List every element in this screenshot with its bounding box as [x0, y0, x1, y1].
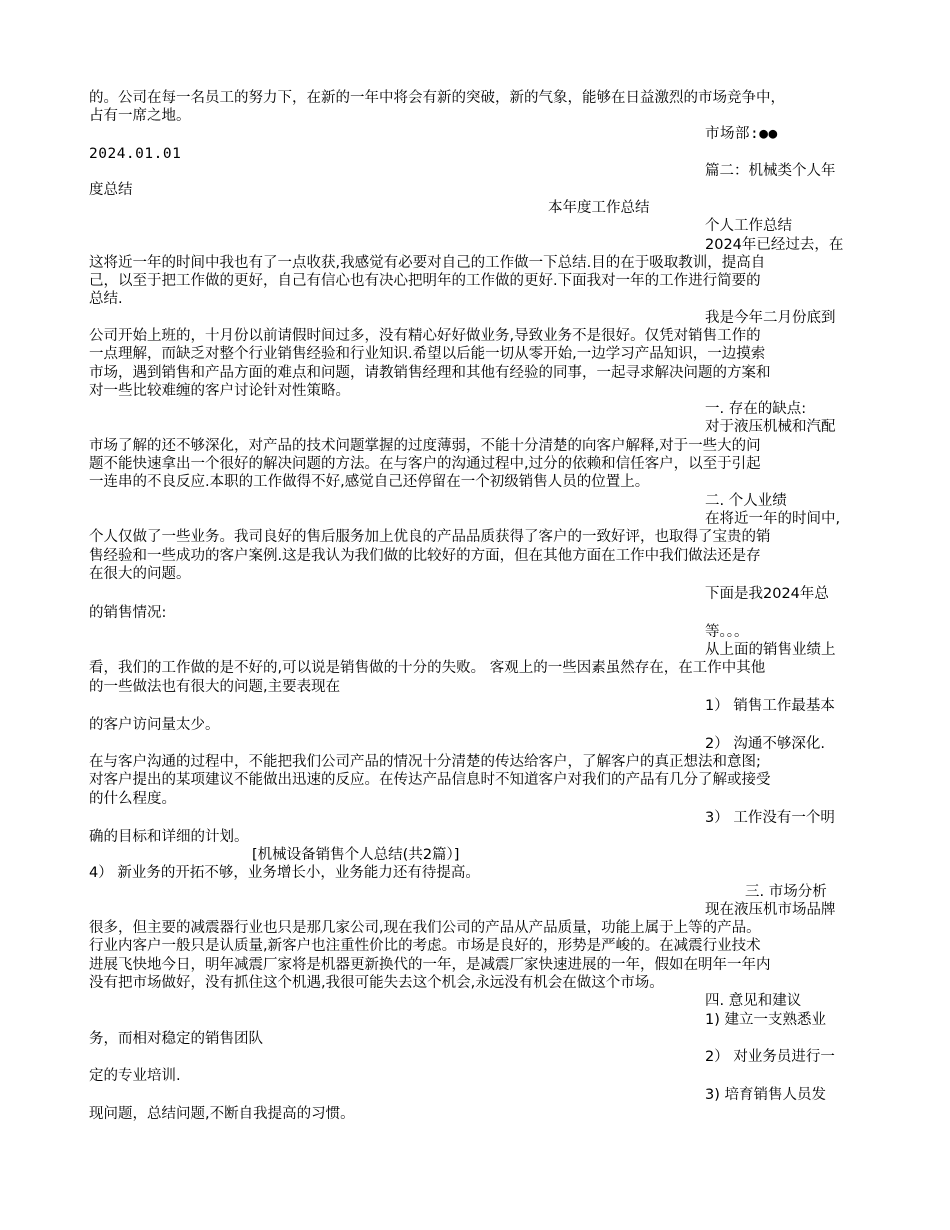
body-text-line: 对一些比较难缠的客户讨论针对性策略。 [89, 383, 350, 399]
body-text-line: 在与客户沟通的过程中，不能把我们公司产品的情况十分清楚的传达给客户，了解客户的真正想法和意图; [89, 754, 761, 770]
list-item: 1) 建立一支熟悉业 [705, 1012, 826, 1028]
body-text-line: 对客户提出的某项建议不能做出迅速的反应。在传达产品信息时不知道客户对我们的产品有几分了解或接受 [89, 772, 771, 788]
body-text-line: 对于液压机械和汽配 [705, 419, 836, 435]
body-text-line: 现问题，总结问题,不断自我提高的习惯。 [89, 1106, 355, 1122]
document-heading: 本年度工作总结 [548, 200, 650, 216]
body-text-line: 行业内客户一般只是认质量,新客户也注重性价比的考虑。市场是良好的，形势是严峻的。在减震行业技术 [89, 938, 761, 954]
list-item: 2） 对业务员进行一 [705, 1049, 835, 1065]
section-title: 度总结 [89, 182, 133, 198]
body-text-line: 一点理解，而缺乏对整个行业销售经验和行业知识.希望以后能一切从零开始,一边学习产品知识，一边摸索 [89, 346, 766, 362]
body-text-line: 题不能快速拿出一个很好的解决问题的方法。在与客户的沟通过程中,过分的依赖和信任客户，以至于引起 [89, 456, 761, 472]
body-text-line: 的一些做法也有很大的问题,主要表现在 [89, 679, 341, 695]
department-signature: 市场部:●● [705, 126, 778, 142]
body-text-line: 等。。。 [705, 624, 749, 640]
section-heading: 一. 存在的缺点: [705, 401, 807, 417]
list-item: 1） 销售工作最基本 [705, 698, 835, 714]
list-item: 4） 新业务的开拓不够，业务增长小，业务能力还有待提高。 [89, 865, 480, 881]
body-text-line: 占有一席之地。 [89, 108, 191, 124]
body-text-line: 我是今年二月份底到 [705, 310, 836, 326]
body-text-line: 市场了解的还不够深化，对产品的技术问题掌握的过度薄弱，不能十分清楚的向客户解释,对于一些大的问 [89, 438, 761, 454]
section-heading: 二. 个人业绩 [705, 493, 787, 509]
body-text-line: 在很大的问题。 [89, 566, 191, 582]
body-text-line: 现在液压机市场品牌 [705, 902, 836, 918]
body-text-line: 市场，遇到销售和产品方面的难点和问题，请教销售经理和其他有经验的同事，一起寻求解决问题的方案和 [89, 365, 771, 381]
body-text-line: 下面是我2024年总 [705, 586, 829, 602]
body-text-line: 的销售情况: [89, 605, 167, 621]
body-text-line: 一连串的不良反应.本职的工作做得不好,感觉自己还停留在一个初级销售人员的位置上。 [89, 474, 650, 490]
body-text-line: 确的目标和详细的计划。 [89, 829, 249, 845]
body-text-line: 在将近一年的时间中, [705, 511, 841, 527]
body-text-line: 己，以至于把工作做的更好，自己有信心也有决心把明年的工作做的更好.下面我对一年的工作进行简要的 [89, 273, 761, 289]
section-title: 篇二：机械类个人年 [705, 163, 836, 179]
body-text-line: 没有把市场做好，没有抓住这个机遇,我很可能失去这个机会,永远没有机会在做这个市场。 [89, 975, 664, 991]
body-text-line: 的什么程度。 [89, 791, 176, 807]
body-text-line: 定的专业培训. [89, 1068, 181, 1084]
document-subheading: 个人工作总结 [705, 218, 792, 234]
body-text-line: 进展飞快地今日，明年减震厂家将是机器更新换代的一年，是减震厂家快速进展的一年，假如在明年一年内 [89, 957, 771, 973]
body-text-line: 很多，但主要的减震器行业也只是那几家公司,现在我们公司的产品从产品质量，功能上属于上等的产品。 [89, 920, 761, 936]
body-text-line: 从上面的销售业绩上 [705, 642, 836, 658]
body-text-line: 个人仅做了一些业务。我司良好的售后服务加上优良的产品品质获得了客户的一致好评，也取得了宝贵的销 [89, 529, 771, 545]
body-text-line: 2024年已经过去，在 [705, 237, 844, 253]
list-item: 3） 工作没有一个明 [705, 810, 835, 826]
body-text-line: 总结. [89, 291, 123, 307]
body-text-line: 看，我们的工作做的是不好的,可以说是销售做的十分的失败。 客观上的一些因素虽然存在，在工作中其他 [89, 660, 766, 676]
body-text-line: 务，而相对稳定的销售团队 [89, 1031, 263, 1047]
list-item: 2） 沟通不够深化. [705, 736, 825, 752]
body-text-line: 这将近一年的时间中我也有了一点收获,我感觉有必要对自己的工作做一下总结.目的在于吸取教训，提高自 [89, 255, 766, 271]
list-item: 3) 培育销售人员发 [705, 1087, 826, 1103]
section-heading: 四. 意见和建议 [705, 993, 802, 1009]
document-date: 2024.01.01 [89, 146, 182, 162]
body-text-line: 公司开始上班的，十月份以前请假时间过多，没有精心好好做业务,导致业务不是很好。仅凭对销售工作的 [89, 328, 761, 344]
body-text-line: 售经验和一些成功的客户案例.这是我认为我们做的比较好的方面，但在其他方面在工作中我们做法还是存 [89, 548, 761, 564]
section-heading: 三. 市场分析 [745, 884, 827, 900]
body-text-line: 的。公司在每一名员工的努力下，在新的一年中将会有新的突破，新的气象，能够在日益激烈的市场竞争中， [89, 90, 785, 106]
body-text-line: 的客户访问量太少。 [89, 717, 220, 733]
document-title-footer: [机械设备销售个人总结(共2篇）] [252, 847, 460, 863]
